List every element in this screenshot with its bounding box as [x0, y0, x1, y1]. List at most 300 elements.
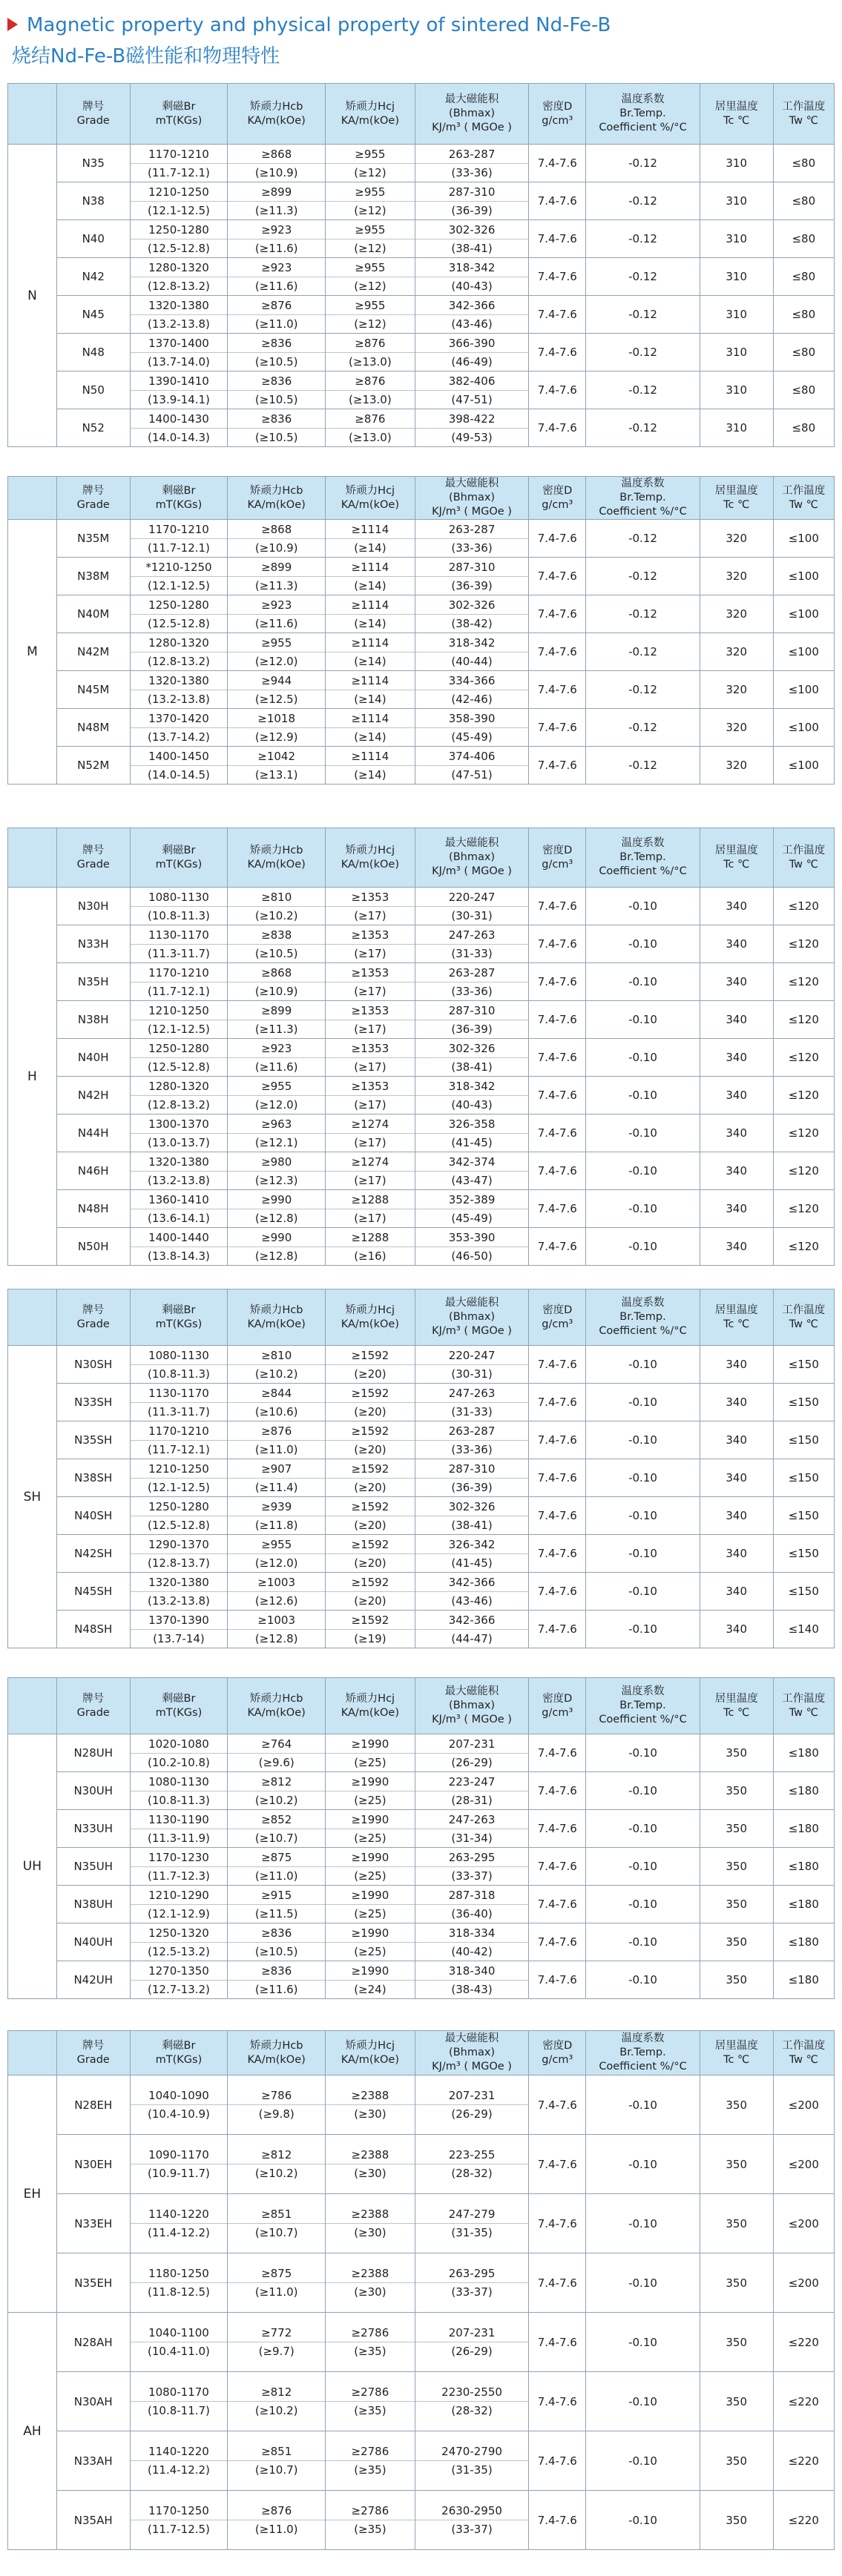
br-value-alt: (12.8-13.7)	[148, 1556, 210, 1570]
header-curie-l1: 居里温度	[714, 2039, 758, 2052]
hcj-value-alt: (≥20)	[354, 1404, 387, 1419]
hcj-value: ≥1990	[326, 1735, 415, 1754]
curie-cell: 340	[700, 1459, 773, 1497]
header-hcb-l1: 矫顽力Hcb	[249, 2039, 303, 2052]
curie-cell: 350	[700, 2075, 773, 2135]
header-density-l2: g/cm³	[542, 1706, 573, 1719]
br-value: 1370-1390	[131, 1611, 228, 1630]
hcj-cell	[326, 1886, 415, 1923]
work-temp-cell: ≤180	[773, 1848, 834, 1886]
table-row	[8, 409, 835, 447]
br-cell	[130, 888, 228, 925]
header-work-l2: Tw ℃	[789, 2053, 818, 2066]
work-temp-cell: ≤200	[773, 2135, 834, 2194]
header-br-l2: mT(KGs)	[155, 498, 203, 511]
header-work-l1: 工作温度	[782, 1304, 826, 1316]
header-density-l2: g/cm³	[542, 1318, 573, 1330]
header-curie	[700, 2031, 773, 2075]
hcj-value: ≥1592	[326, 1536, 415, 1554]
br-value-alt: (10.4-10.9)	[148, 2107, 210, 2121]
header-br	[130, 84, 228, 145]
bh-cell	[415, 1152, 529, 1190]
hcj-cell	[326, 409, 415, 447]
bh-cell	[415, 1039, 529, 1077]
temp-coef-cell: -0.10	[586, 2313, 700, 2372]
hcb-value: ≥990	[228, 1191, 325, 1209]
grade-table	[7, 828, 835, 1266]
table-row	[8, 1114, 835, 1152]
hcb-value-alt: (≥11.4)	[254, 1480, 298, 1494]
header-bh	[415, 2031, 529, 2075]
density-cell: 7.4-7.6	[529, 2253, 586, 2313]
header-density	[529, 84, 586, 145]
curie-cell: 340	[700, 1001, 773, 1039]
br-value-alt: (10.4-11.0)	[148, 2345, 210, 2358]
header-temp_coef-l2: Br.Temp.	[619, 2047, 666, 2058]
grade-name: N42SH	[56, 1535, 130, 1573]
curie-cell: 340	[700, 1114, 773, 1152]
hcb-value-alt: (≥10.9)	[254, 165, 298, 179]
bh-value-alt: (33-37)	[451, 2523, 493, 2536]
bh-cell	[415, 145, 529, 182]
group-label: M	[8, 520, 57, 785]
work-temp-cell: ≤120	[773, 1077, 834, 1114]
hcj-value: ≥1114	[326, 710, 415, 728]
hcj-value: ≥955	[326, 145, 415, 164]
hcb-value: ≥836	[228, 410, 325, 429]
table-row	[8, 520, 835, 558]
work-temp-cell: ≤180	[773, 1923, 834, 1961]
bh-value-alt: (28-31)	[451, 1793, 493, 1807]
header-hcb-l2: KA/m(kOe)	[247, 858, 306, 871]
br-cell	[130, 2194, 228, 2253]
grade-name: N42H	[56, 1077, 130, 1114]
hcb-value: ≥810	[228, 1347, 325, 1365]
br-value: 1210-1250	[131, 183, 228, 202]
hcj-value-alt: (≥30)	[354, 2285, 387, 2299]
work-temp-cell: ≤100	[773, 671, 834, 709]
header-hcb	[228, 1289, 326, 1346]
work-temp-cell: ≤120	[773, 1152, 834, 1190]
bh-value-alt: (33-37)	[451, 2285, 493, 2299]
work-temp-cell: ≤150	[773, 1459, 834, 1497]
hcj-value-alt: (≥17)	[354, 1173, 387, 1187]
br-value: 1400-1430	[131, 410, 228, 429]
header-curie	[700, 477, 773, 520]
temp-coef-cell: -0.12	[586, 334, 700, 371]
bh-value: 263-295	[415, 1849, 529, 1867]
br-value: 1360-1410	[131, 1191, 228, 1209]
table-row	[8, 1001, 835, 1039]
density-cell: 7.4-7.6	[529, 1384, 586, 1421]
work-temp-cell: ≤150	[773, 1573, 834, 1611]
hcj-value-alt: (≥12)	[354, 165, 387, 179]
grade-name: N40UH	[56, 1923, 130, 1961]
header-curie-l1: 居里温度	[714, 484, 758, 497]
header-temp_coef	[586, 84, 700, 145]
table-row	[8, 558, 835, 595]
bh-value-alt: (36-39)	[451, 1480, 493, 1494]
hcb-cell	[228, 520, 326, 558]
work-temp-cell: ≤80	[773, 145, 834, 182]
br-cell	[130, 1152, 228, 1190]
temp-coef-cell: -0.12	[586, 558, 700, 595]
bh-value-alt: (38-41)	[451, 1518, 493, 1532]
hcb-value: ≥923	[228, 596, 325, 615]
hcb-value: ≥852	[228, 1811, 325, 1829]
header-br-l1: 剩磁Br	[162, 1692, 196, 1705]
bh-value: 2630-2950	[415, 2502, 529, 2520]
header-group-spacer	[8, 1289, 57, 1346]
bh-cell	[415, 296, 529, 334]
hcb-value-alt: (≥11.3)	[254, 1022, 298, 1036]
hcj-cell	[326, 1077, 415, 1114]
bh-value: 2230-2550	[415, 2383, 529, 2402]
table-row	[8, 1228, 835, 1266]
bh-cell	[415, 1497, 529, 1535]
hcb-cell	[228, 1961, 326, 1999]
bh-value-alt: (44-47)	[451, 1631, 493, 1645]
table-row	[8, 1810, 835, 1848]
bh-cell	[415, 2372, 529, 2431]
hcb-cell	[228, 1421, 326, 1459]
temp-coef-cell: -0.12	[586, 709, 700, 747]
header-grade	[56, 828, 130, 888]
bh-value: 207-231	[415, 2324, 529, 2342]
density-cell: 7.4-7.6	[529, 145, 586, 182]
table-header-row	[8, 2031, 835, 2075]
grade-name: N35UH	[56, 1848, 130, 1886]
hcj-value: ≥1592	[326, 1422, 415, 1441]
bh-cell	[415, 1001, 529, 1039]
bh-value: 223-255	[415, 2146, 529, 2164]
br-value-alt: (14.0-14.3)	[148, 430, 210, 444]
density-cell: 7.4-7.6	[529, 182, 586, 220]
header-hcb-l1: 矫顽力Hcb	[249, 100, 303, 113]
br-value: 1080-1130	[131, 1773, 228, 1791]
table-row	[8, 2253, 835, 2313]
hcb-cell	[228, 888, 326, 925]
work-temp-cell: ≤220	[773, 2431, 834, 2491]
br-cell	[130, 2431, 228, 2491]
hcj-value: ≥1592	[326, 1347, 415, 1365]
bh-value-alt: (33-36)	[451, 541, 493, 555]
hcj-cell	[326, 1459, 415, 1497]
hcj-value-alt: (≥14)	[354, 541, 387, 555]
bh-value: 263-287	[415, 1422, 529, 1441]
hcj-value-alt: (≥30)	[354, 2167, 387, 2180]
curie-cell: 350	[700, 1848, 773, 1886]
work-temp-cell: ≤120	[773, 1190, 834, 1228]
hcb-cell	[228, 1535, 326, 1573]
bh-value-alt: (36-39)	[451, 1022, 493, 1036]
br-cell	[130, 709, 228, 747]
hcb-value-alt: (≥10.2)	[254, 2404, 298, 2417]
hcj-value: ≥955	[326, 259, 415, 277]
header-hcj-l1: 矫顽力Hcj	[345, 1304, 395, 1316]
curie-cell: 340	[700, 963, 773, 1001]
density-cell: 7.4-7.6	[529, 2135, 586, 2194]
br-value-alt: (13.8-14.3)	[148, 1249, 210, 1263]
header-bh-l1: 最大磁能积	[444, 93, 499, 105]
grade-name: N52	[56, 409, 130, 447]
curie-cell: 320	[700, 747, 773, 785]
header-temp_coef-l3: Coefficient %/°C	[599, 2061, 687, 2073]
hcb-value: ≥844	[228, 1384, 325, 1403]
hcj-value-alt: (≥17)	[354, 1211, 387, 1225]
hcb-value: ≥810	[228, 888, 325, 907]
header-grade-l2: Grade	[76, 1706, 110, 1719]
br-value-alt: (10.8-11.3)	[148, 1793, 210, 1807]
br-value-alt: (12.8-13.2)	[148, 1097, 210, 1112]
br-value: 1210-1290	[131, 1886, 228, 1905]
header-br-l2: mT(KGs)	[155, 1706, 203, 1719]
hcb-value: ≥812	[228, 2383, 325, 2402]
temp-coef-cell: -0.10	[586, 1384, 700, 1421]
hcj-value: ≥2786	[326, 2324, 415, 2342]
br-value: 1040-1090	[131, 2087, 228, 2105]
temp-coef-cell: -0.10	[586, 1810, 700, 1848]
hcj-value-alt: (≥20)	[354, 1594, 387, 1608]
br-value-alt: (13.2-13.8)	[148, 317, 210, 331]
grade-name: N48H	[56, 1190, 130, 1228]
bh-cell	[415, 1886, 529, 1923]
br-value-alt: (12.1-12.5)	[148, 203, 210, 217]
header-bh	[415, 828, 529, 888]
hcj-value-alt: (≥13.0)	[349, 430, 392, 444]
hcj-value-alt: (≥25)	[354, 1869, 387, 1883]
table-row	[8, 1497, 835, 1535]
density-cell: 7.4-7.6	[529, 2075, 586, 2135]
header-grade-l1: 牌号	[82, 2039, 105, 2052]
hcj-value-alt: (≥25)	[354, 1944, 387, 1958]
hcb-value-alt: (≥12.6)	[254, 1594, 298, 1608]
hcj-cell	[326, 963, 415, 1001]
bh-value-alt: (38-43)	[451, 1982, 493, 1996]
hcj-value-alt: (≥20)	[354, 1518, 387, 1532]
br-value-alt: (11.7-12.5)	[148, 2523, 210, 2536]
bh-cell	[415, 1734, 529, 1772]
table-row	[8, 2431, 835, 2491]
br-value-alt: (12.1-12.5)	[148, 1480, 210, 1494]
temp-coef-cell: -0.10	[586, 1772, 700, 1810]
header-br	[130, 828, 228, 888]
header-bh	[415, 1289, 529, 1346]
bh-cell	[415, 2491, 529, 2550]
hcb-value: ≥868	[228, 521, 325, 539]
hcj-cell	[326, 1421, 415, 1459]
hcj-value-alt: (≥14)	[354, 692, 387, 706]
header-bh-l1: 最大磁能积	[444, 837, 499, 849]
hcb-cell	[228, 558, 326, 595]
grade-name: N45M	[56, 671, 130, 709]
header-work-l2: Tw ℃	[789, 114, 818, 127]
table-row	[8, 1573, 835, 1611]
bh-value-alt: (36-39)	[451, 578, 493, 592]
group-label: UH	[8, 1734, 57, 1999]
br-value-alt: (11.4-12.2)	[148, 2226, 210, 2239]
header-hcj-l1: 矫顽力Hcj	[345, 100, 395, 113]
grade-name: N35EH	[56, 2253, 130, 2313]
hcb-cell	[228, 1848, 326, 1886]
bh-value: 287-318	[415, 1886, 529, 1905]
table-row	[8, 747, 835, 785]
header-bh	[415, 477, 529, 520]
header-grade-l1: 牌号	[82, 100, 105, 113]
br-cell	[130, 925, 228, 963]
br-cell	[130, 1114, 228, 1152]
hcj-value: ≥1990	[326, 1962, 415, 1981]
br-value: 1020-1080	[131, 1735, 228, 1754]
br-cell	[130, 1961, 228, 1999]
bh-value: 342-366	[415, 1573, 529, 1592]
bh-value-alt: (40-43)	[451, 1097, 493, 1112]
temp-coef-cell: -0.10	[586, 1573, 700, 1611]
header-br-l1: 剩磁Br	[162, 844, 196, 856]
header-temp_coef-l1: 温度系数	[621, 1297, 665, 1309]
br-cell	[130, 1923, 228, 1961]
hcb-value-alt: (≥11.8)	[254, 1518, 298, 1532]
hcj-value-alt: (≥14)	[354, 767, 387, 782]
grade-name: N35H	[56, 963, 130, 1001]
header-grade	[56, 477, 130, 520]
hcb-value: ≥875	[228, 2265, 325, 2283]
hcb-value: ≥876	[228, 297, 325, 315]
density-cell: 7.4-7.6	[529, 1573, 586, 1611]
grade-name: N28EH	[56, 2075, 130, 2135]
br-value: 1280-1320	[131, 1077, 228, 1096]
density-cell: 7.4-7.6	[529, 1772, 586, 1810]
br-value-alt: (10.8-11.3)	[148, 908, 210, 922]
bh-cell	[415, 520, 529, 558]
hcb-cell	[228, 2135, 326, 2194]
header-hcj-l1: 矫顽力Hcj	[345, 484, 395, 497]
hcj-value: ≥1353	[326, 1077, 415, 1096]
bh-value-alt: (40-44)	[451, 654, 493, 668]
br-value: 1250-1280	[131, 221, 228, 240]
hcj-value-alt: (≥35)	[354, 2523, 387, 2536]
hcb-value-alt: (≥11.3)	[254, 203, 298, 217]
density-cell: 7.4-7.6	[529, 1734, 586, 1772]
bh-value: 318-342	[415, 634, 529, 653]
br-value-alt: (13.0-13.7)	[148, 1135, 210, 1149]
br-value: 1250-1280	[131, 596, 228, 615]
br-value: 1130-1170	[131, 1384, 228, 1403]
bh-value: 342-366	[415, 297, 529, 315]
br-value: 1170-1210	[131, 145, 228, 164]
work-temp-cell: ≤80	[773, 334, 834, 371]
density-cell: 7.4-7.6	[529, 2313, 586, 2372]
table-row	[8, 2194, 835, 2253]
bh-value-alt: (42-46)	[451, 692, 493, 706]
density-cell: 7.4-7.6	[529, 671, 586, 709]
work-temp-cell: ≤200	[773, 2075, 834, 2135]
curie-cell: 310	[700, 371, 773, 409]
table-row	[8, 1772, 835, 1810]
hcb-value: ≥915	[228, 1886, 325, 1905]
density-cell: 7.4-7.6	[529, 888, 586, 925]
hcb-value-alt: (≥10.2)	[254, 2167, 298, 2180]
br-cell	[130, 1497, 228, 1535]
br-value-alt: (13.6-14.1)	[148, 1211, 210, 1225]
br-cell	[130, 409, 228, 447]
hcj-value: ≥1990	[326, 1811, 415, 1829]
bh-value: 247-279	[415, 2205, 529, 2224]
title-en-line	[7, 10, 835, 40]
temp-coef-cell: -0.12	[586, 671, 700, 709]
table-row	[8, 1734, 835, 1772]
header-density-l1: 密度D	[542, 100, 573, 113]
temp-coef-cell: -0.10	[586, 1421, 700, 1459]
curie-cell: 320	[700, 709, 773, 747]
density-cell: 7.4-7.6	[529, 1459, 586, 1497]
bh-value-alt: (26-29)	[451, 2107, 493, 2121]
hcb-value: ≥955	[228, 1536, 325, 1554]
br-value-alt: (12.1-12.5)	[148, 578, 210, 592]
hcj-cell	[326, 1346, 415, 1384]
header-hcb	[228, 828, 326, 888]
grade-name: N35M	[56, 520, 130, 558]
br-value: 1370-1420	[131, 710, 228, 728]
hcb-value: ≥899	[228, 558, 325, 577]
header-hcj	[326, 828, 415, 888]
hcj-value-alt: (≥20)	[354, 1442, 387, 1456]
density-cell: 7.4-7.6	[529, 1114, 586, 1152]
br-value: 1320-1380	[131, 1153, 228, 1172]
header-hcj-l1: 矫顽力Hcj	[345, 844, 395, 856]
header-bh	[415, 1678, 529, 1734]
header-work	[773, 1289, 834, 1346]
bh-cell	[415, 1848, 529, 1886]
hcb-value-alt: (≥9.6)	[258, 1755, 295, 1769]
table-row	[8, 1535, 835, 1573]
hcj-value: ≥1114	[326, 672, 415, 690]
curie-cell: 340	[700, 1152, 773, 1190]
hcj-cell	[326, 1001, 415, 1039]
bh-value-alt: (36-39)	[451, 203, 493, 217]
hcj-value-alt: (≥30)	[354, 2226, 387, 2239]
br-value: 1280-1320	[131, 259, 228, 277]
hcb-cell	[228, 145, 326, 182]
hcj-value-alt: (≥35)	[354, 2463, 387, 2477]
hcb-value-alt: (≥12.8)	[254, 1631, 298, 1645]
temp-coef-cell: -0.12	[586, 747, 700, 785]
work-temp-cell: ≤200	[773, 2253, 834, 2313]
hcj-cell	[326, 1039, 415, 1077]
hcb-value: ≥955	[228, 634, 325, 653]
bh-cell	[415, 558, 529, 595]
hcb-cell	[228, 1611, 326, 1648]
br-cell	[130, 258, 228, 296]
curie-cell: 350	[700, 2491, 773, 2550]
curie-cell: 310	[700, 220, 773, 258]
bh-cell	[415, 1810, 529, 1848]
header-hcb-l2: KA/m(kOe)	[247, 2053, 306, 2066]
density-cell: 7.4-7.6	[529, 1152, 586, 1190]
bh-value-alt: (47-51)	[451, 392, 493, 406]
table-row	[8, 145, 835, 182]
hcj-value: ≥2388	[326, 2205, 415, 2224]
temp-coef-cell: -0.10	[586, 2372, 700, 2431]
bh-value-alt: (45-49)	[451, 730, 493, 744]
temp-coef-cell: -0.10	[586, 1001, 700, 1039]
hcj-value-alt: (≥12)	[354, 241, 387, 255]
br-value-alt: (11.7-12.1)	[148, 984, 210, 998]
table-row	[8, 220, 835, 258]
hcb-value: ≥963	[228, 1115, 325, 1134]
bh-value: 302-326	[415, 1040, 529, 1058]
hcj-value-alt: (≥20)	[354, 1367, 387, 1381]
